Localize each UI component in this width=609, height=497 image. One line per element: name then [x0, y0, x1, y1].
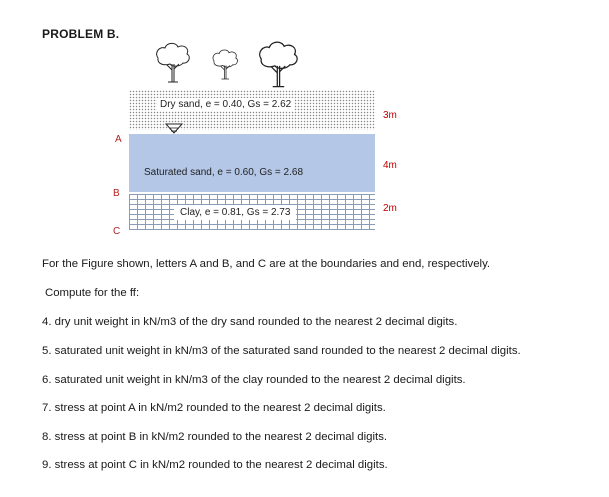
question-item: 8. stress at point B in kN/m2 rounded to the nearest 2 decimal digits. [42, 431, 388, 443]
saturated-sand-thickness: 4m [383, 160, 397, 171]
tree-icon [213, 50, 237, 79]
question-item: 9. stress at point C in kN/m2 rounded to the nearest 2 decimal digits. [42, 459, 388, 471]
tree-icon [157, 43, 190, 82]
dry-sand-label: Dry sand, e = 0.40, Gs = 2.62 [157, 98, 294, 111]
saturated-sand-label: Saturated sand, e = 0.60, Gs = 2.68 [144, 167, 303, 178]
point-a-label: A [115, 134, 122, 145]
clay-label: Clay, e = 0.81, Gs = 2.73 [174, 205, 296, 220]
problem-title: PROBLEM B. [42, 27, 120, 41]
point-c-label: C [113, 226, 121, 237]
question-item: 4. dry unit weight in kN/m3 of the dry sand rounded to the nearest 2 decimal digits. [42, 316, 458, 328]
water-table-icon [164, 122, 184, 136]
clay-thickness: 2m [383, 203, 397, 214]
question-item: 6. saturated unit weight in kN/m3 of the clay rounded to the nearest 2 decimal digits. [42, 374, 466, 386]
compute-heading: Compute for the ff: [45, 287, 140, 299]
question-item: 5. saturated unit weight in kN/m3 of the saturated sand rounded to the nearest 2 decimal digits. [42, 345, 521, 357]
trees-illustration [150, 38, 310, 90]
intro-text: For the Figure shown, letters A and B, and C are at the boundaries and end, respectively. [42, 258, 491, 270]
question-item: 7. stress at point A in kN/m2 rounded to the nearest 2 decimal digits. [42, 402, 386, 414]
saturated-sand-layer [129, 134, 375, 192]
point-b-label: B [113, 188, 120, 199]
dry-sand-thickness: 3m [383, 110, 397, 121]
tree-icon [260, 42, 297, 86]
